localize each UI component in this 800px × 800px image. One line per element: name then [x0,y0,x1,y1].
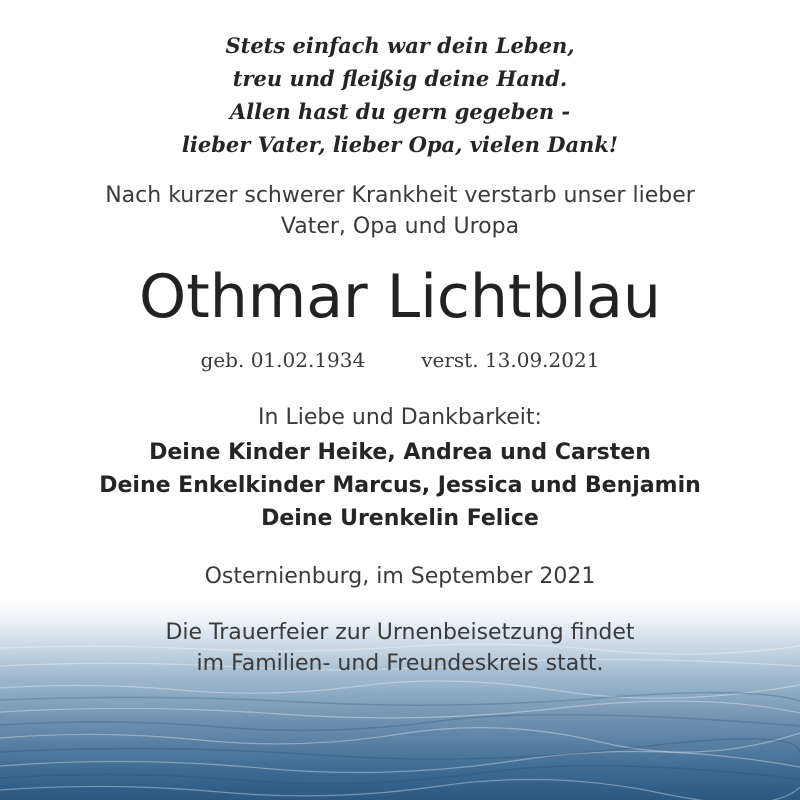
family-children: Deine Kinder Heike, Andrea und Carsten [149,440,651,465]
birth-date: geb. 01.02.1934 [200,348,366,372]
place-and-date: Osternienburg, im September 2021 [204,564,596,589]
death-date: verst. 13.09.2021 [421,348,600,372]
family-grandchildren: Deine Enkelkinder Marcus, Jessica und Benjamin [99,473,701,498]
life-dates [0,348,800,372]
verse-line-2: treu und fleißig deine Hand. [232,66,568,91]
verse-line-1: Stets einfach war dein Leben, [225,33,575,58]
family-great-grandchild: Deine Urenkelin Felice [261,506,539,531]
deceased-name: Othmar Lichtblau [139,262,661,332]
verse-line-4: lieber Vater, lieber Opa, vielen Dank! [181,132,619,157]
intro-line-2: Vater, Opa und Uropa [280,214,520,239]
funeral-line-2: im Familien- und Freundeskreis statt. [196,651,604,676]
verse-line-3: Allen hast du gern gegeben - [229,99,571,124]
intro-line-1: Nach kurzer schwerer Krankheit verstarb unser lieber [105,183,695,208]
gratitude-heading: In Liebe und Dankbarkeit: [258,405,542,430]
funeral-line-1: Die Trauerfeier zur Urnenbeisetzung findet [165,620,635,645]
